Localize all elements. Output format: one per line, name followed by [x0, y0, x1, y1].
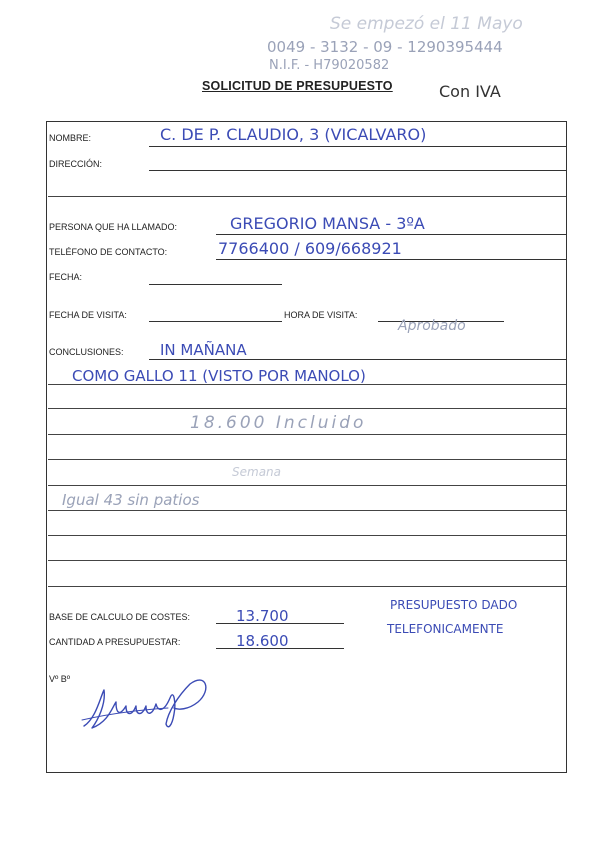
- form-title: SOLICITUD DE PRESUPUESTO: [202, 79, 393, 93]
- conclusiones-value: IN MAÑANA: [160, 341, 247, 359]
- direccion-line: [149, 170, 566, 171]
- telefono-line: [216, 259, 566, 260]
- side-note-line-1: PRESUPUESTO DADO: [390, 598, 518, 612]
- section-divider: [48, 196, 566, 197]
- nombre-value: C. DE P. CLAUDIO, 3 (VICALVARO): [160, 125, 427, 144]
- cantidad-value: 18.600: [236, 632, 289, 650]
- conclusion-line-2: COMO GALLO 11 (VISTO POR MANOLO): [72, 367, 366, 385]
- persona-label: PERSONA QUE HA LLAMADO:: [49, 222, 178, 232]
- hora-visita-value: Aprobado: [398, 318, 466, 334]
- conclusiones-line: [149, 359, 566, 360]
- signature-image: [78, 668, 218, 738]
- conclusion-rule-6: [48, 510, 566, 511]
- handwritten-start-note: Se empezó el 11 Mayo: [330, 14, 523, 34]
- fecha-visita-line: [149, 321, 282, 322]
- conclusion-line-5: Igual 43 sin patios: [62, 491, 200, 509]
- fecha-line: [149, 284, 282, 285]
- fecha-visita-label: FECHA DE VISITA:: [49, 310, 127, 320]
- base-label: BASE DE CALCULO DE COSTES:: [49, 612, 191, 622]
- base-value: 13.700: [236, 607, 289, 625]
- conclusion-rule-8: [48, 560, 566, 561]
- cantidad-label: CANTIDAD A PRESUPUESTAR:: [49, 637, 181, 647]
- conclusion-rule-4: [48, 459, 566, 460]
- conclusion-rule-2: [48, 408, 566, 409]
- conclusion-line-3: 18.600 Incluido: [190, 413, 367, 433]
- direccion-label: DIRECCIÓN:: [49, 159, 103, 169]
- conclusion-rule-3: [48, 434, 566, 435]
- conclusion-rule-9: [48, 586, 566, 587]
- vobo-label: Vº Bº: [49, 674, 71, 684]
- conclusion-rule-1: [48, 384, 566, 385]
- conclusion-rule-7: [48, 535, 566, 536]
- telefono-value: 7766400 / 609/668921: [218, 239, 402, 258]
- handwritten-tax-note: Con IVA: [439, 82, 501, 101]
- conclusion-line-4: Semana: [232, 465, 282, 479]
- fecha-label: FECHA:: [49, 272, 83, 282]
- conclusion-rule-5: [48, 485, 566, 486]
- nombre-label: NOMBRE:: [49, 133, 92, 143]
- telefono-label: TELÉFONO DE CONTACTO:: [49, 247, 168, 257]
- handwritten-nif: N.I.F. - H79020582: [269, 58, 390, 73]
- hora-visita-label: HORA DE VISITA:: [284, 310, 358, 320]
- nombre-line: [149, 146, 566, 147]
- persona-value: GREGORIO MANSA - 3ºA: [230, 214, 425, 233]
- handwritten-bank-account: 0049 - 3132 - 09 - 1290395444: [267, 38, 503, 56]
- persona-line: [216, 234, 566, 235]
- side-note-line-2: TELEFONICAMENTE: [387, 622, 504, 636]
- conclusiones-label: CONCLUSIONES:: [49, 347, 124, 357]
